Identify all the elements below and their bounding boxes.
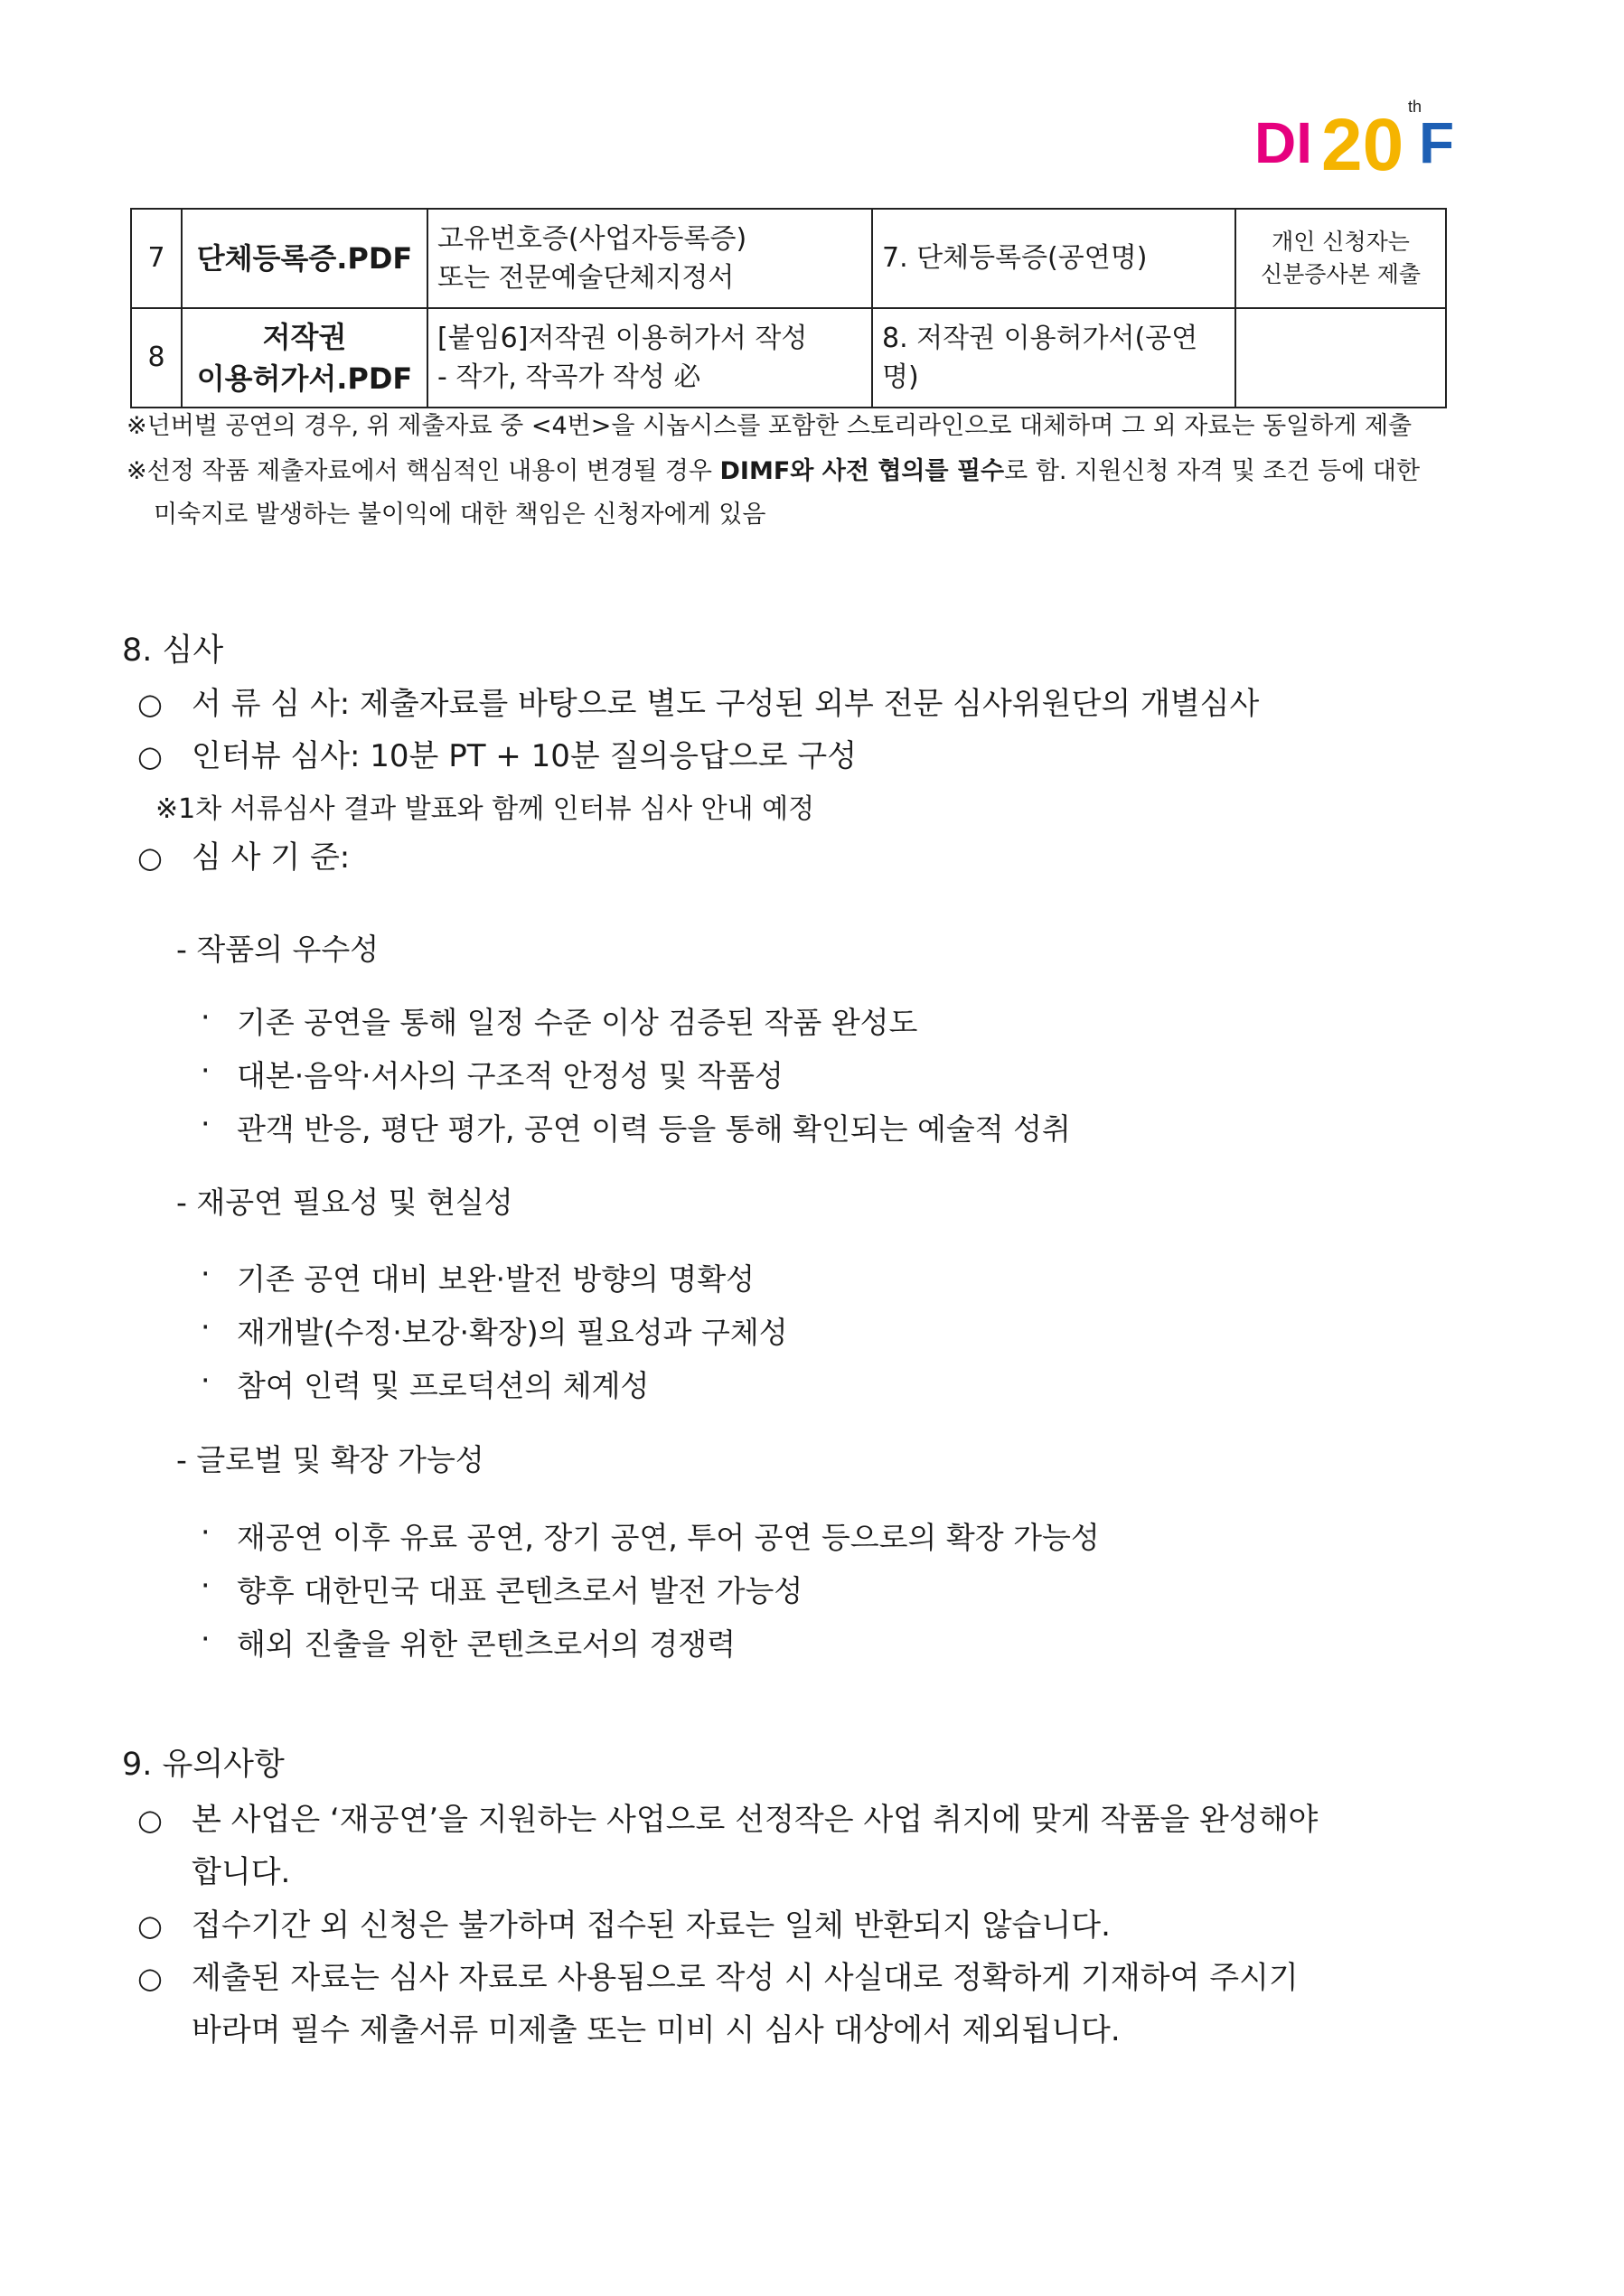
review-item-text: 인터뷰 심사: 10분 PT + 10분 질의응답으로 구성 (192, 738, 858, 774)
circle-bullet-icon: ○ (137, 739, 163, 773)
criteria-text: 관객 반응, 평단 평가, 공연 이력 등을 통해 확인되는 예술적 성취 (237, 1111, 1071, 1147)
criteria-item (201, 1568, 803, 1610)
doc-note (1235, 209, 1446, 308)
criteria-item (201, 999, 917, 1042)
criteria-text: 해외 진출을 위한 콘텐츠로서의 경쟁력 (237, 1626, 737, 1662)
logo-graphic (1254, 81, 1462, 190)
dot-bullet-icon: · (201, 1568, 211, 1603)
review-item-text: 심 사 기 준: (192, 839, 351, 876)
caution-line: 바라며 필수 제출서류 미제출 또는 미비 시 심사 대상에서 제외됩니다. (192, 2012, 1121, 2048)
section-heading: 9. 유의사항 (122, 1747, 285, 1783)
email-subject: 8. 저작권 이용허가서(공연명) (872, 308, 1235, 408)
criteria-text: 재공연 이후 유료 공연, 장기 공연, 투어 공연 등으로의 확장 가능성 (237, 1520, 1100, 1555)
logo-last: F (1419, 110, 1455, 175)
note-line: 개인 신청자는 (1272, 228, 1410, 255)
caution-line: 본 사업은 ‘재공연’을 지원하는 사업으로 선정작은 사업 취지에 맞게 작품을 완성해야 (192, 1802, 1319, 1838)
caution-item (137, 1794, 1318, 1898)
doc-description (427, 308, 872, 408)
desc-line: - 작가, 작곡가 작성 必 (437, 361, 701, 393)
note-change-rest: 로 함. 지원신청 자격 및 조건 등에 대한 미숙지로 발생하는 불이익에 대한 책임은 신청자에게 있음 (154, 457, 1421, 529)
criteria-text: 대본·음악·서사의 구조적 안정성 및 작품성 (237, 1058, 784, 1093)
circle-bullet-icon: ○ (137, 1908, 163, 1943)
interview-note: ※1차 서류심사 결과 발표와 함께 인터뷰 심사 안내 예정 (155, 793, 815, 825)
criteria-item (201, 1053, 784, 1095)
criteria-text: 기존 공연을 통해 일정 수준 이상 검증된 작품 완성도 (237, 1005, 918, 1040)
note-change-text: ※선정 작품 제출자료에서 핵심적인 내용이 변경될 경우 (127, 457, 720, 485)
dot-bullet-icon: · (201, 1053, 211, 1088)
dot-bullet-icon: · (201, 999, 211, 1035)
dot-bullet-icon: · (201, 1621, 211, 1656)
circle-bullet-icon: ○ (137, 840, 163, 875)
desc-line: 고유번호증(사업자등록증) (437, 222, 747, 255)
section-9-heading (122, 1739, 1460, 1785)
row-number: 7 (131, 209, 182, 308)
file-name: 단체등록증.PDF (182, 209, 427, 308)
review-item-documents (137, 678, 1259, 730)
note-line: 신분증사본 제출 (1261, 261, 1421, 287)
circle-bullet-icon: ○ (137, 1803, 163, 1837)
caution-line: 합니다. (192, 1854, 291, 1890)
row-number: 8 (131, 308, 182, 408)
criteria-item (201, 1309, 788, 1352)
dot-bullet-icon: · (201, 1363, 211, 1398)
table-row (131, 209, 1446, 308)
review-item-criteria (137, 831, 350, 884)
file-name (182, 308, 427, 408)
caution-line: 제출된 자료는 심사 자료로 사용됨으로 작성 시 사실대로 정확하게 기재하여 주시기 (192, 1960, 1299, 1996)
criteria-group-title: - 재공연 필요성 및 현실성 (176, 1185, 513, 1220)
criteria-group-title: - 작품의 우수성 (176, 932, 380, 967)
criteria-item (201, 1514, 1100, 1557)
review-item-text: 서 류 심 사: 제출자료를 바탕으로 별도 구성된 외부 전문 심사위원단의 개별심사 (192, 686, 1260, 722)
doc-description (427, 209, 872, 308)
dot-bullet-icon: · (201, 1514, 211, 1550)
criteria-text: 기존 공연 대비 보완·발전 방향의 명확성 (237, 1261, 755, 1297)
doc-note (1235, 308, 1446, 408)
criteria-text: 참여 인력 및 프로덕션의 체계성 (237, 1368, 650, 1403)
caution-text (192, 1794, 1318, 1898)
criteria-item (201, 1363, 649, 1405)
criteria-text: 재개발(수정·보강·확장)의 필요성과 구체성 (237, 1315, 788, 1350)
section-8-heading (122, 625, 1460, 670)
caution-item (137, 1952, 1299, 2057)
circle-bullet-icon: ○ (137, 687, 163, 721)
logo-letters: DI (1254, 110, 1312, 175)
logo-number: 20 (1321, 104, 1404, 186)
submission-docs-table (130, 208, 1447, 408)
file-line: 이용허가서.PDF (196, 361, 413, 396)
note-change (127, 450, 1450, 537)
dimf-20th-logo (1254, 81, 1462, 190)
note-change-bold: DIMF와 사전 협의를 필수 (719, 457, 1005, 485)
circle-bullet-icon: ○ (137, 1961, 163, 1995)
table-notes (127, 405, 1450, 539)
caution-line: 접수기간 외 신청은 불가하며 접수된 자료는 일체 반환되지 않습니다. (192, 1907, 1111, 1944)
desc-line: [붙임6]저작권 이용허가서 작성 (437, 322, 808, 354)
desc-line: 또는 전문예술단체지정서 (437, 262, 735, 294)
criteria-item (201, 1621, 736, 1663)
criteria-item (201, 1256, 755, 1298)
dot-bullet-icon: · (201, 1309, 211, 1345)
dot-bullet-icon: · (201, 1106, 211, 1141)
review-item-interview (137, 730, 857, 783)
file-line: 저작권 (262, 319, 347, 354)
email-subject: 7. 단체등록증(공연명) (872, 209, 1235, 308)
logo-sup: th (1408, 98, 1422, 116)
section-heading: 8. 심사 (122, 633, 224, 669)
criteria-group-title: - 글로벌 및 확장 가능성 (176, 1442, 484, 1477)
dot-bullet-icon: · (201, 1256, 211, 1291)
table-row (131, 308, 1446, 408)
caution-item (137, 1899, 1111, 1952)
caution-text (192, 1952, 1299, 2057)
criteria-item (201, 1106, 1071, 1148)
criteria-text: 향후 대한민국 대표 콘텐츠로서 발전 가능성 (237, 1573, 803, 1608)
note-nonverbal: ※넌버벌 공연의 경우, 위 제출자료 중 <4번>을 시놉시스를 포함한 스토리라인으로 대체하며 그 외 자료는 동일하게 제출 (127, 412, 1413, 440)
caution-text (192, 1899, 1111, 1952)
